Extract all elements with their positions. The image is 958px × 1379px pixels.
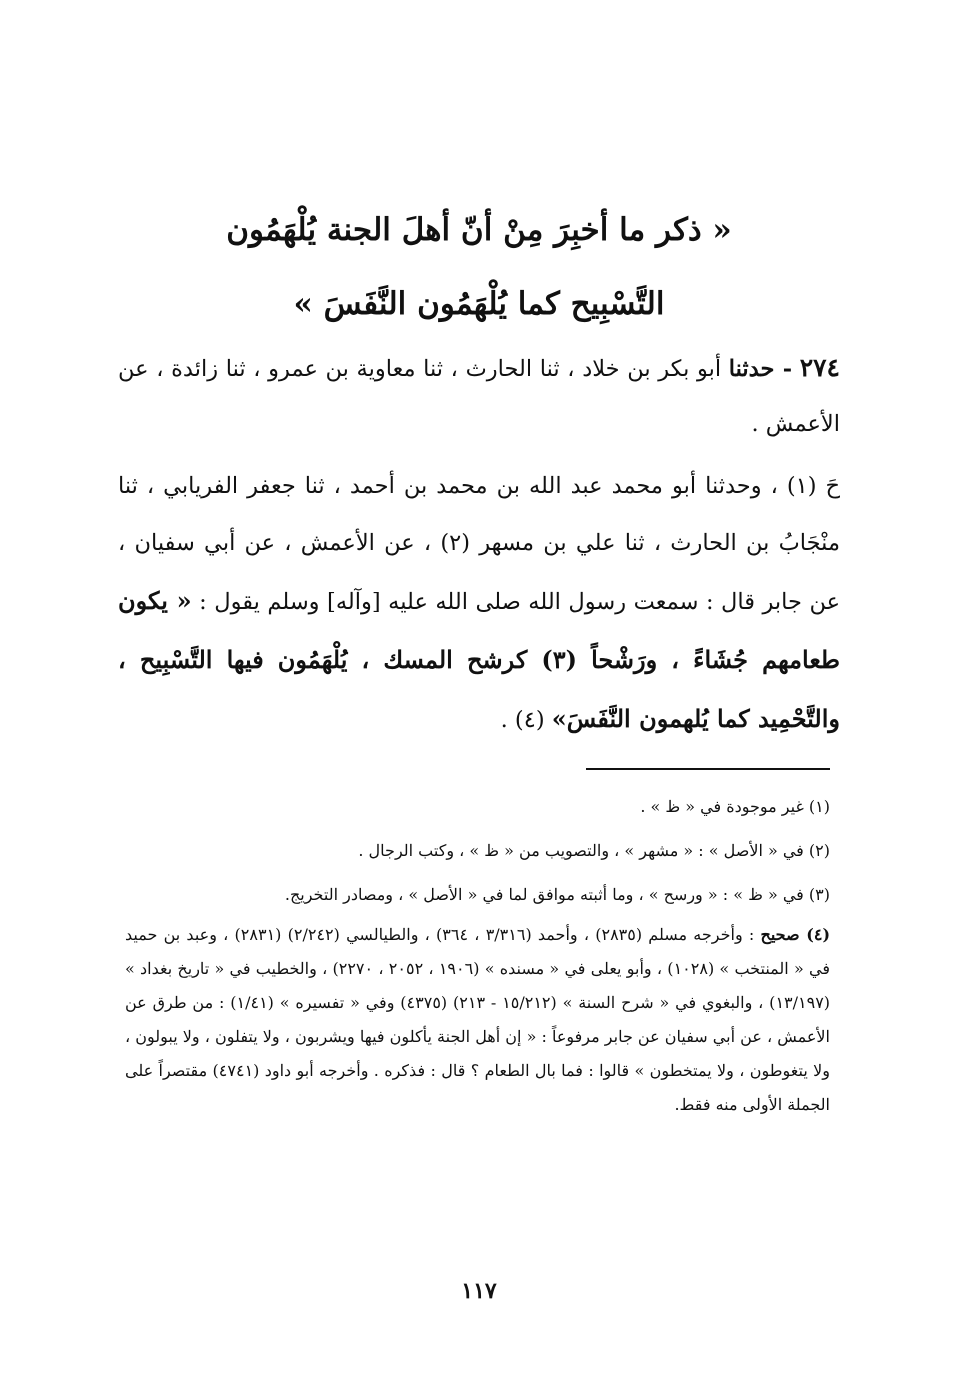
footnote-2: (٢) في « الأصل » : « مشهر » ، والتصويب من « ظ » ، وكتب الرجال . (358, 841, 830, 860)
footnote-divider (586, 768, 830, 770)
footnote-4-text: : وأخرجه مسلم (٢٨٣٥) ، وأحمد (٣/٣١٦ ، ٣٦٤) ، والطيالسي (٢/٢٤٢) (٢٨٣١) ، وعبد بن حميد في « المنتخب » (١٠٢٨) ، وأبو يعلى في « مسنده » (١٩٠٦ ، ٢٠٥٢ ، ٢٢٧٠) ، والخطيب في « تاريخ بغداد » (١٣/١٩٧) ، والبغوي في « شرح السنة » (١٥/٢١٢ - ٢١٣) (٤٣٧٥) وفي « تفسيره » (١/٤١) : من طرق عن الأعمش ، عن أبي سفيان عن جابر مرفوعاً : « إن أهل الجنة يأكلون فيها ويشربون ، ولا يتفلون ، ولا يبولون ، ولا يتغوطون ، ولا يمتخطون » قالوا : فما بال الطعام ؟ قال : فذكره . وأخرجه أبو داود (٤٧٤١) مقتصراً على الجملة الأولى منه فقط. (125, 925, 831, 1114)
chapter-title-line-2: التَّسْبِيح كما يُلْهَمُون النَّفَسَ » (293, 286, 665, 322)
hadith-main-text: أبو بكر بن خلاد ، ثنا الحارث ، ثنا معاوية بن عمرو ، ثنا زائدة ، عن الأعمش . (118, 356, 840, 437)
hadith-number: ٢٧٤ (799, 353, 840, 382)
hadith-lead-word: - حدثنا (728, 356, 793, 382)
hadith-end-marker: (٤) . (500, 707, 545, 733)
hadith-main-paragraph (118, 340, 840, 452)
prophetic-saying: « يكون طعامهم جُشَاءً ، ورَشْحاً (٣) كرشح المسك ، يُلْهَمُون فيها التَّسْبِيح ، والتَّحْمِيد كما يُلهمون النَّفَسَ» (118, 586, 840, 733)
chapter-title-line-1: « ذكر ما أخبِرَ مِنْ أنّ أهلَ الجنة يُلْهَمُون (226, 212, 732, 248)
footnote-1: (١) غير موجودة في « ظ » . (640, 797, 830, 816)
hadith-second-paragraph (118, 458, 840, 749)
footnote-4-grade: (٤) صحيح (760, 925, 831, 944)
footnote-3: (٣) في « ظ » : « ورسح » ، وما أثبته موافق لما في « الأصل » ، ومصادر التخريج. (284, 885, 830, 904)
chapter-title (150, 193, 808, 341)
footnotes (125, 785, 830, 1122)
page-number: ١١٧ (461, 1278, 497, 1304)
footnote-4 (125, 918, 830, 1122)
hadith-isnad-text: حَ (١) ، وحدثنا أبو محمد عبد الله بن محمد بن أحمد ، ثنا جعفر الفريابي ، ثنا منْجَابُ بن الحارث ، ثنا علي بن مسهر (٢) ، عن الأعمش ، عن أبي سفيان ، عن جابر قال : سمعت رسول الله صلى الله عليه [وآله] وسلم يقول : (118, 473, 841, 615)
